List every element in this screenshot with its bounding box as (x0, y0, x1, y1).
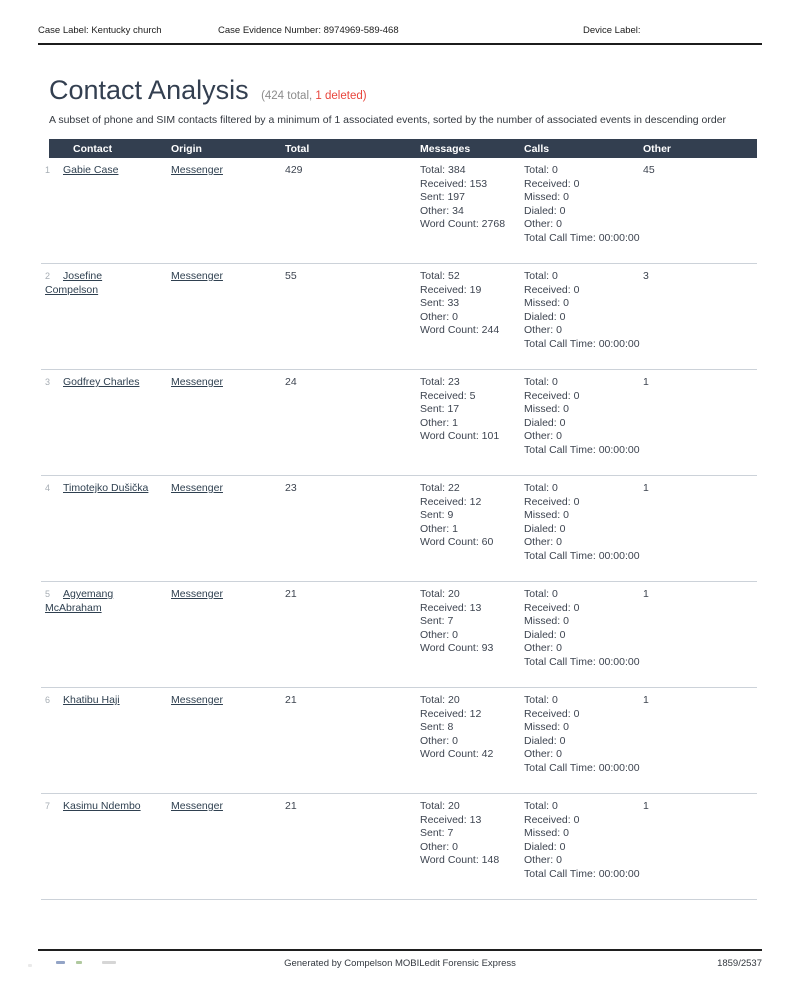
row-number: 1 (45, 165, 51, 175)
stat-line: Other: 0 (524, 854, 562, 867)
case-label: Case Label: Kentucky church (38, 25, 162, 36)
total-value: 23 (285, 482, 297, 494)
stat-line: Other: 0 (524, 642, 562, 655)
calls-cell (524, 800, 643, 894)
origin-link[interactable]: Messenger (171, 800, 223, 812)
stat-line: Sent: 197 (420, 191, 465, 204)
stat-line: Word Count: 244 (420, 324, 500, 337)
contact-link[interactable]: Agyemang McAbraham (45, 588, 114, 614)
table-row (41, 264, 757, 370)
other-cell (643, 270, 757, 364)
other-cell (643, 800, 757, 894)
stat-line: Received: 19 (420, 283, 482, 296)
column-header-contact: Contact (73, 142, 113, 155)
stat-line: Total Call Time: 00:00:00 (524, 231, 640, 244)
stat-line: Other: 0 (524, 748, 562, 761)
table-header (49, 139, 757, 158)
contact-cell (41, 800, 171, 894)
title-row (49, 75, 757, 106)
column-header-total: Total (285, 142, 310, 155)
column-header-origin: Origin (171, 142, 202, 155)
table-row (41, 476, 757, 582)
contact-link[interactable]: Gabie Case (63, 164, 119, 176)
other-value: 3 (643, 270, 649, 282)
stat-line: Missed: 0 (524, 509, 569, 522)
table-row (41, 688, 757, 794)
footer-watermark-icon (28, 964, 32, 967)
stat-line: Total Call Time: 00:00:00 (524, 337, 640, 350)
report-footer (38, 949, 762, 969)
table-row (41, 582, 757, 688)
contact-count (261, 90, 367, 102)
stat-line: Total: 0 (524, 270, 558, 282)
stat-line: Word Count: 2768 (420, 218, 506, 231)
stat-line: Other: 1 (420, 416, 458, 429)
total-value: 21 (285, 800, 297, 812)
stat-line: Dialed: 0 (524, 416, 566, 429)
total-cell (285, 164, 420, 258)
origin-cell (171, 376, 285, 470)
messages-cell (420, 588, 524, 682)
table-row (41, 794, 757, 900)
stat-line: Received: 0 (524, 389, 580, 402)
other-cell (643, 164, 757, 258)
total-count: (424 total, (261, 90, 313, 102)
contact-cell (41, 270, 171, 364)
contact-link[interactable]: Kasimu Ndembo (63, 800, 141, 812)
stat-line: Total: 52 (420, 270, 460, 282)
stat-line: Total: 20 (420, 694, 460, 706)
origin-cell (171, 694, 285, 788)
contact-cell (41, 694, 171, 788)
stat-line: Received: 0 (524, 177, 580, 190)
row-number: 2 (45, 271, 51, 281)
stat-line: Sent: 7 (420, 827, 454, 840)
stat-line: Total: 0 (524, 694, 558, 706)
stat-line: Word Count: 93 (420, 642, 494, 655)
other-cell (643, 588, 757, 682)
stat-line: Total: 0 (524, 376, 558, 388)
stat-line: Received: 5 (420, 389, 476, 402)
calls-cell (524, 270, 643, 364)
total-cell (285, 800, 420, 894)
other-cell (643, 482, 757, 576)
stat-line: Word Count: 101 (420, 430, 500, 443)
stat-line: Other: 0 (524, 430, 562, 443)
total-value: 55 (285, 270, 297, 282)
total-cell (285, 694, 420, 788)
stat-line: Dialed: 0 (524, 734, 566, 747)
stat-line: Total: 23 (420, 376, 460, 388)
origin-link[interactable]: Messenger (171, 482, 223, 494)
report-header-bar (38, 0, 762, 45)
contact-table (41, 139, 757, 900)
case-evidence-number: Case Evidence Number: 8974969-589-468 (218, 25, 399, 36)
calls-cell (524, 588, 643, 682)
stat-line: Total: 22 (420, 482, 460, 494)
stat-line: Other: 1 (420, 522, 458, 535)
other-value: 45 (643, 164, 655, 176)
other-value: 1 (643, 694, 649, 706)
stat-line: Received: 13 (420, 813, 482, 826)
stat-line: Total: 0 (524, 482, 558, 494)
stat-line: Missed: 0 (524, 827, 569, 840)
total-value: 21 (285, 588, 297, 600)
messages-cell (420, 694, 524, 788)
stat-line: Received: 0 (524, 707, 580, 720)
table-body (41, 158, 757, 900)
other-cell (643, 376, 757, 470)
deleted-count: 1 deleted) (315, 90, 367, 102)
stat-line: Missed: 0 (524, 191, 569, 204)
stat-line: Received: 0 (524, 495, 580, 508)
generated-by-text: Generated by Compelson MOBILedit Forensic Express (284, 958, 516, 969)
stat-line: Received: 13 (420, 601, 482, 614)
contact-cell (41, 376, 171, 470)
stat-line: Dialed: 0 (524, 204, 566, 217)
device-label: Device Label: (583, 25, 641, 36)
stat-line: Received: 12 (420, 495, 482, 508)
total-value: 429 (285, 164, 303, 176)
stat-line: Other: 0 (524, 218, 562, 231)
stat-line: Dialed: 0 (524, 840, 566, 853)
origin-cell (171, 588, 285, 682)
calls-cell (524, 694, 643, 788)
stat-line: Total: 384 (420, 164, 466, 176)
stat-line: Other: 0 (420, 840, 458, 853)
origin-cell (171, 270, 285, 364)
table-row (41, 158, 757, 264)
stat-line: Word Count: 148 (420, 854, 500, 867)
total-cell (285, 588, 420, 682)
contact-link[interactable]: Timotejko Dušička (63, 482, 149, 494)
stat-line: Dialed: 0 (524, 310, 566, 323)
origin-cell (171, 164, 285, 258)
stat-line: Received: 0 (524, 813, 580, 826)
origin-link[interactable]: Messenger (171, 270, 223, 282)
messages-cell (420, 270, 524, 364)
stat-line: Received: 12 (420, 707, 482, 720)
origin-link[interactable]: Messenger (171, 588, 223, 600)
other-value: 1 (643, 482, 649, 494)
calls-cell (524, 482, 643, 576)
stat-line: Total Call Time: 00:00:00 (524, 655, 640, 668)
page-title: Contact Analysis (49, 75, 249, 105)
origin-link[interactable]: Messenger (171, 376, 223, 388)
contact-link[interactable]: Khatibu Haji (63, 694, 120, 706)
messages-cell (420, 482, 524, 576)
stat-line: Missed: 0 (524, 403, 569, 416)
stat-line: Other: 0 (420, 628, 458, 641)
contact-link[interactable]: Godfrey Charles (63, 376, 140, 388)
stat-line: Dialed: 0 (524, 522, 566, 535)
stat-line: Received: 0 (524, 283, 580, 296)
row-number: 5 (45, 589, 51, 599)
messages-cell (420, 164, 524, 258)
contact-link[interactable]: Josefine Compelson (45, 270, 103, 296)
stat-line: Total: 0 (524, 588, 558, 600)
other-value: 1 (643, 588, 649, 600)
stat-line: Total: 20 (420, 800, 460, 812)
total-cell (285, 376, 420, 470)
origin-link[interactable]: Messenger (171, 694, 223, 706)
stat-line: Total: 0 (524, 164, 558, 176)
stat-line: Other: 34 (420, 204, 464, 217)
stat-line: Missed: 0 (524, 297, 569, 310)
stat-line: Received: 0 (524, 601, 580, 614)
other-value: 1 (643, 800, 649, 812)
stat-line: Total Call Time: 00:00:00 (524, 549, 640, 562)
other-cell (643, 694, 757, 788)
stat-line: Dialed: 0 (524, 628, 566, 641)
column-header-other: Other (643, 142, 672, 155)
stat-line: Missed: 0 (524, 615, 569, 628)
stat-line: Sent: 8 (420, 721, 454, 734)
row-number: 6 (45, 695, 51, 705)
column-header-calls: Calls (524, 142, 550, 155)
messages-cell (420, 376, 524, 470)
row-number: 7 (45, 801, 51, 811)
stat-line: Total Call Time: 00:00:00 (524, 761, 640, 774)
stat-line: Other: 0 (420, 310, 458, 323)
total-value: 24 (285, 376, 297, 388)
stat-line: Sent: 17 (420, 403, 460, 416)
stat-line: Total Call Time: 00:00:00 (524, 443, 640, 456)
messages-cell (420, 800, 524, 894)
page-number: 1859/2537 (717, 958, 762, 969)
contact-cell (41, 482, 171, 576)
stat-line: Word Count: 42 (420, 748, 494, 761)
stat-line: Total: 0 (524, 800, 558, 812)
table-row (41, 370, 757, 476)
stat-line: Sent: 33 (420, 297, 460, 310)
stat-line: Other: 0 (524, 536, 562, 549)
stat-line: Received: 153 (420, 177, 488, 190)
subtitle: A subset of phone and SIM contacts filtered by a minimum of 1 associated events, sorted by the number of associated events in descending order (49, 114, 727, 126)
total-value: 21 (285, 694, 297, 706)
stat-line: Word Count: 60 (420, 536, 494, 549)
stat-line: Sent: 9 (420, 509, 454, 522)
calls-cell (524, 376, 643, 470)
origin-cell (171, 800, 285, 894)
contact-cell (41, 588, 171, 682)
total-cell (285, 270, 420, 364)
origin-cell (171, 482, 285, 576)
column-header-messages: Messages (420, 142, 471, 155)
row-number: 3 (45, 377, 51, 387)
stat-line: Sent: 7 (420, 615, 454, 628)
calls-cell (524, 164, 643, 258)
total-cell (285, 482, 420, 576)
main-content (41, 75, 757, 900)
stat-line: Other: 0 (524, 324, 562, 337)
origin-link[interactable]: Messenger (171, 164, 223, 176)
stat-line: Other: 0 (420, 734, 458, 747)
stat-line: Total: 20 (420, 588, 460, 600)
contact-cell (41, 164, 171, 258)
stat-line: Total Call Time: 00:00:00 (524, 867, 640, 880)
other-value: 1 (643, 376, 649, 388)
row-number: 4 (45, 483, 51, 493)
stat-line: Missed: 0 (524, 721, 569, 734)
